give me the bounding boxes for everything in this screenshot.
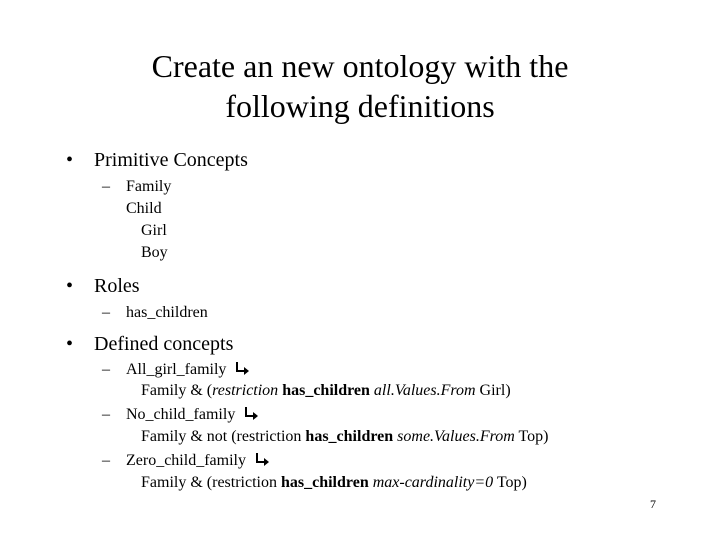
def-text: Top) (493, 474, 527, 491)
def-restriction-keyword: restriction (212, 382, 279, 399)
down-right-arrow-icon (243, 405, 259, 421)
bullet-dot: • (66, 149, 74, 171)
definition-no-child-family (141, 426, 548, 448)
def-quantifier: some.Values.From (397, 428, 515, 445)
sub-dash: – (102, 406, 110, 423)
def-text: Girl) (475, 382, 511, 399)
down-right-arrow-icon (234, 360, 250, 376)
sub-dash: – (102, 304, 110, 321)
page-number: 7 (650, 497, 656, 511)
defined-item-all-girl-family (126, 359, 250, 381)
sub-dash: – (102, 178, 110, 195)
sub-dash: – (102, 452, 110, 469)
def-text: Family & not (restriction (141, 428, 306, 445)
title-line-1: Create an new ontology with the (151, 48, 569, 84)
role-item-has-children: has_children (126, 304, 208, 321)
def-quantifier: max-cardinality=0 (372, 474, 494, 491)
roles-heading: Roles (94, 275, 140, 297)
def-text: Family & ( (141, 382, 213, 399)
bullet-dot: • (66, 333, 74, 355)
title-line-2: following definitions (225, 88, 495, 124)
defined-concepts-heading: Defined concepts (94, 333, 234, 355)
definition-zero-child-family (141, 472, 527, 494)
primitive-item-family: Family (126, 178, 172, 195)
def-role: has_children (305, 428, 394, 445)
down-right-arrow-icon (254, 451, 270, 467)
sub-dash: – (102, 361, 110, 378)
definition-all-girl-family (141, 380, 511, 402)
bullet-dot: • (66, 275, 74, 297)
primitive-item-child: Child (126, 200, 162, 217)
primitive-item-boy: Boy (141, 244, 168, 261)
def-text: Top) (514, 428, 549, 445)
def-role: has_children (280, 474, 369, 491)
slide-title (60, 46, 660, 126)
def-role: has_children (282, 382, 370, 399)
primitive-concepts-heading: Primitive Concepts (94, 149, 248, 171)
concept-name: All_girl_family (126, 361, 227, 378)
defined-item-zero-child-family (126, 450, 270, 472)
concept-name: Zero_child_family (126, 452, 246, 469)
defined-item-no-child-family (126, 404, 259, 426)
def-quantifier: all.Values.From (373, 382, 476, 399)
def-text: Family & (restriction (141, 474, 281, 491)
primitive-item-girl: Girl (141, 222, 167, 239)
concept-name: No_child_family (126, 406, 236, 423)
